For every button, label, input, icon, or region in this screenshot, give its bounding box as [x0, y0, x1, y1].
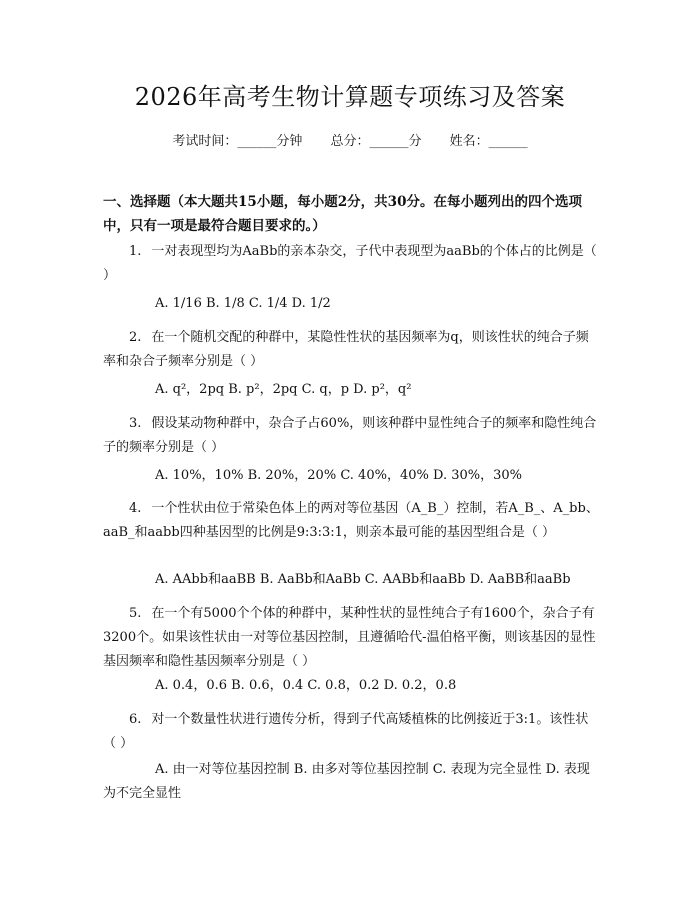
question-3-options: A. 10%，10% B. 20%，20% C. 40%，40% D. 30%，30% [155, 468, 522, 483]
question-3 [103, 412, 600, 460]
exam-meta [0, 132, 700, 152]
question-text: 在一个有5000个个体的种群中，某种性状的显性纯合子有1600个，杂合子有3200个。如果该性状由一对等位基因控制，且遵循哈代-温伯格平衡，则该基因的显性基因频率和隐性基因频率分别是（ ） [103, 606, 596, 669]
question-number: 1. [129, 244, 142, 259]
question-5-options: A. 0.4，0.6 B. 0.6，0.4 C. 0.8，0.2 D. 0.2，0.8 [155, 678, 457, 693]
question-6 [103, 708, 600, 756]
question-1 [103, 240, 600, 288]
question-6-options: A. 由一对等位基因控制 B. 由多对等位基因控制 C. 表现为完全显性 D. 表现为不完全显性 [103, 762, 590, 801]
question-number: 2. [129, 330, 142, 345]
question-text: 一个性状由位于常染色体上的两对等位基因（A_B_）控制，若A_B_、A_bb、aaB_和aabb四种基因型的比例是9:3:3:1，则亲本最可能的基因型组合是（ ） [103, 501, 599, 540]
exam-time: 考试时间：______分钟 [172, 134, 303, 149]
exam-score: 总分：______分 [330, 134, 422, 149]
question-5 [103, 602, 600, 674]
student-name: 姓名：______ [449, 134, 528, 149]
question-number: 3. [129, 416, 142, 431]
section-heading: 一、选择题（本大题共15小题，每小题2分，共30分。在每小题列出的四个选项中，只有一项是最符合题目要求的。） [103, 194, 582, 234]
question-text: 对一个数量性状进行遗传分析，得到子代高矮植株的比例接近于3:1。该性状（ ） [103, 712, 589, 751]
question-1-options: A. 1/16 B. 1/8 C. 1/4 D. 1/2 [155, 296, 331, 311]
question-text: 在一个随机交配的种群中，某隐性性状的基因频率为q，则该性状的纯合子频率和杂合子频率分别是（ ） [103, 330, 589, 369]
question-number: 4. [129, 501, 142, 516]
question-text: 假设某动物种群中，杂合子占60%，则该种群中显性纯合子的频率和隐性纯合子的频率分别是（ ） [103, 416, 597, 455]
question-4 [103, 497, 600, 545]
page-title: 2026年高考生物计算题专项练习及答案 [134, 83, 566, 111]
question-number: 5. [129, 606, 142, 621]
question-2 [103, 326, 600, 374]
question-number: 6. [129, 712, 142, 727]
question-4-options: A. AAbb和aaBB B. AaBb和AaBb C. AABb和aaBb D. AaBB和aaBb [155, 572, 571, 587]
question-text: 一对表现型均为AaBb的亲本杂交，子代中表现型为aaBb的个体占的比例是（ ） [103, 244, 597, 283]
question-2-options: A. q²，2pq B. p²，2pq C. q，p D. p²，q² [155, 382, 412, 397]
